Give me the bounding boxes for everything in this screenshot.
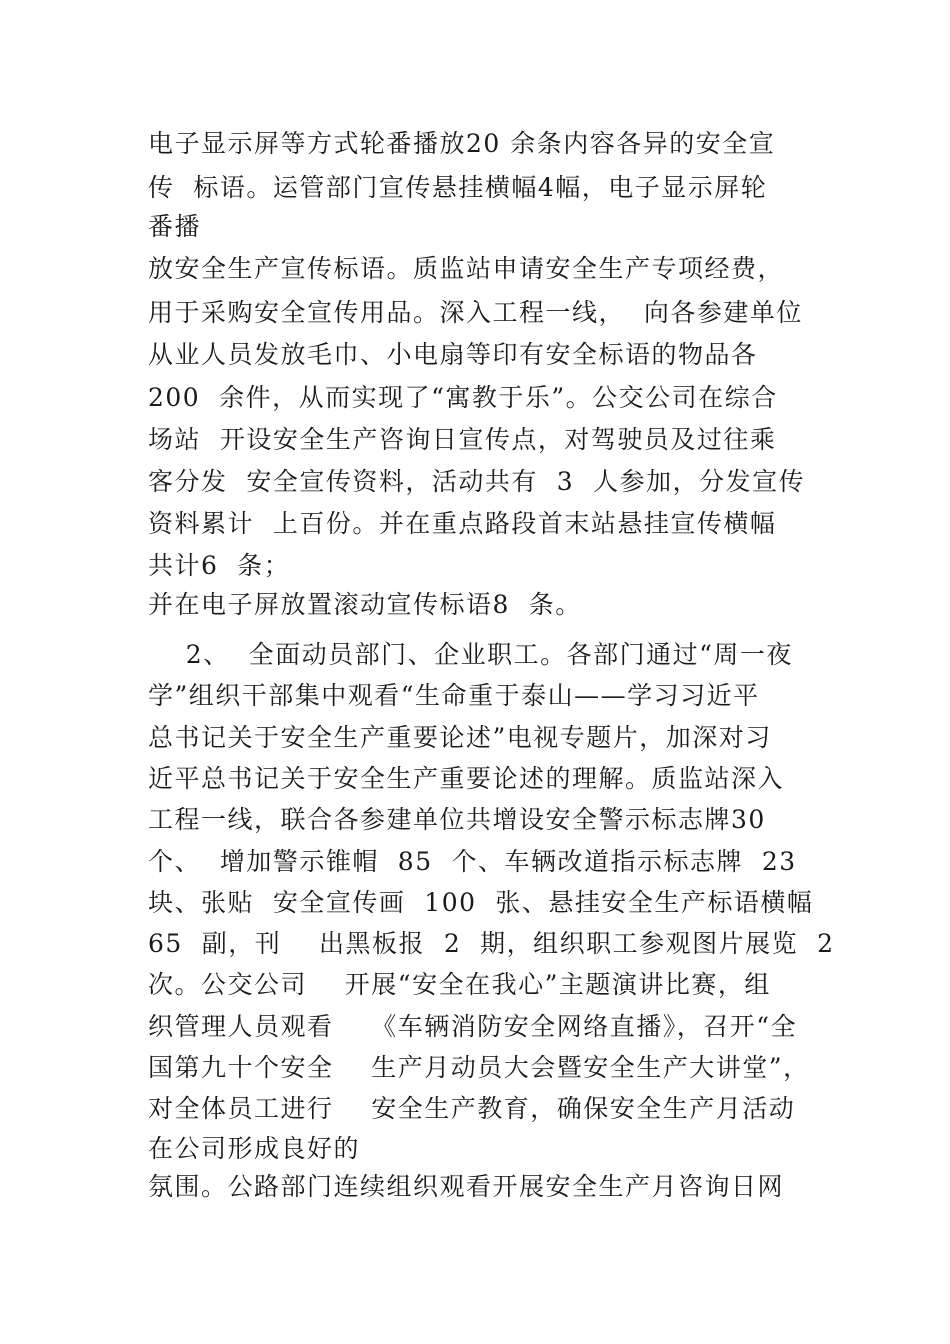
text-line: 共计6 条； (148, 551, 291, 580)
text-line: 近平总书记关于安全生产重要论述的理解。质监站深入 (148, 764, 785, 793)
text-line: 放安全生产宣传标语。质监站申请安全生产专项经费， (148, 254, 785, 283)
text-line: 客分发 安全宣传资料，活动共有 3 人参加，分发宣传 (148, 467, 806, 496)
text-line: 电子显示屏等方式轮番播放20 余条内容各异的安全宣 (148, 129, 776, 158)
text-line: 次。公交公司 开展“安全在我心”主题演讲比赛，组 (148, 970, 771, 999)
text-line: 学”组织干部集中观看“生命重于泰山——学习习近平 (148, 681, 760, 710)
text-line: 番播 (148, 212, 202, 241)
text-line: 工程一线，联合各参建单位共增设安全警示标志牌30 (148, 805, 766, 834)
text-line: 65 副，刊 出黑板报 2 期，组织职工参观图片展览 2 (148, 929, 835, 958)
text-line: 国第九十个安全 生产月动员大会暨安全生产大讲堂”， (148, 1053, 810, 1082)
text-line: 从业人员发放毛巾、小电扇等印有安全标语的物品各 (148, 340, 758, 369)
text-line: 对全体员工进行 安全生产教育，确保安全生产月活动 (148, 1094, 796, 1123)
paragraph-start-line: 2、 全面动员部门、企业职工。各部门通过“周一夜 (148, 640, 793, 669)
text-line: 织管理人员观看 《车辆消防安全网络直播》，召开“全 (148, 1012, 798, 1041)
text-line: 块、张贴 安全宣传画 100 张、悬挂安全生产标语横幅 (148, 888, 814, 917)
text-line: 并在电子屏放置滚动宣传标语8 条。 (148, 590, 582, 619)
text-line: 在公司形成良好的 (148, 1134, 361, 1163)
text-line: 场站 开设安全生产咨询日宣传点，对驾驶员及过往乘 (148, 425, 777, 454)
text-line: 氛围。公路部门连续组织观看开展安全生产月咨询日网 (148, 1172, 785, 1201)
text-line: 资料累计 上百份。并在重点路段首末站悬挂宣传横幅 (148, 509, 777, 538)
text-line: 总书记关于安全生产重要论述”电视专题片，加深对习 (148, 723, 772, 752)
text-line: 用于采购安全宣传用品。深入工程一线， 向各参建单位 (148, 298, 803, 327)
text-line: 传 标语。运管部门宣传悬挂横幅4幅，电子显示屏轮 (148, 173, 768, 202)
text-line: 200 余件，从而实现了“寓教于乐”。公交公司在综合 (148, 383, 778, 412)
text-line: 个、 增加警示锥帽 85 个、车辆改道指示标志牌 23 (148, 847, 797, 876)
